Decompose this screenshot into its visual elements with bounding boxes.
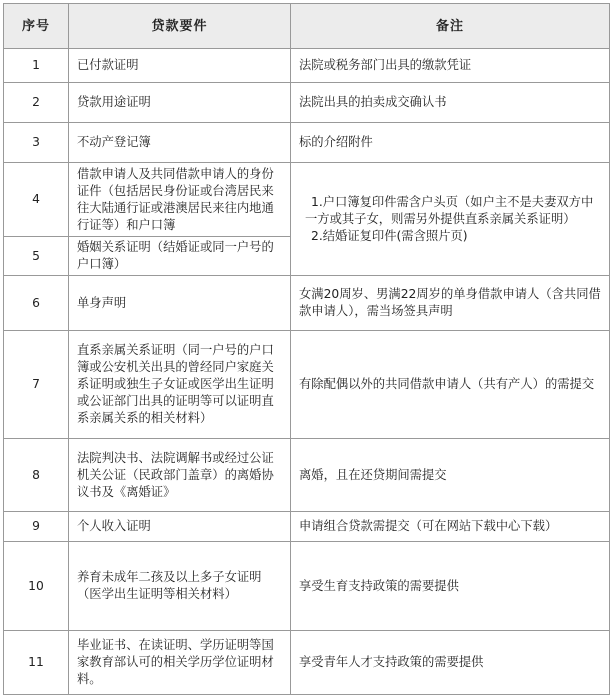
table-row	[4, 163, 610, 237]
requirement-cell: 借款申请人及共同借款申请人的身份证件（包括居民身份证或台湾居民来往大陆通行证或港澳居民来往内地通行证等）和户口簿	[69, 163, 291, 237]
row-number: 7	[4, 331, 69, 439]
table-header-row	[4, 4, 610, 49]
note-cell: 女满20周岁、男满22周岁的单身借款申请人（含共同借款申请人），需当场签具声明	[291, 276, 610, 331]
row-number: 9	[4, 512, 69, 542]
requirement-cell: 法院判决书、法院调解书或经过公证机关公证（民政部门盖章）的离婚协议书及《离婚证》	[69, 439, 291, 512]
row-number: 3	[4, 123, 69, 163]
requirement-cell: 毕业证书、在读证明、学历证明等国家教育部认可的相关学历学位证明材料。	[69, 631, 291, 695]
requirement-cell: 养育未成年二孩及以上多子女证明（医学出生证明等相关材料）	[69, 542, 291, 631]
requirement-cell: 个人收入证明	[69, 512, 291, 542]
row-number: 1	[4, 49, 69, 83]
table-row	[4, 276, 610, 331]
header-requirement: 贷款要件	[69, 4, 291, 49]
note-cell: 申请组合贷款需提交（可在网站下载中心下载）	[291, 512, 610, 542]
table-row	[4, 439, 610, 512]
table-row	[4, 331, 610, 439]
note-cell: 享受青年人才支持政策的需要提供	[291, 631, 610, 695]
header-no: 序号	[4, 4, 69, 49]
table-row	[4, 49, 610, 83]
requirement-cell: 不动产登记簿	[69, 123, 291, 163]
note-item-2: 2.结婚证复印件(需含照片页)	[311, 228, 468, 243]
table-row	[4, 123, 610, 163]
note-cell: 离婚，且在还贷期间需提交	[291, 439, 610, 512]
note-item-1: 1.户口簿复印件需含户头页（如户主不是夫妻双方中一方或其子女，则需另外提供直系亲属关系证明）	[305, 194, 594, 226]
note-cell: 法院出具的拍卖成交确认书	[291, 83, 610, 123]
row-number: 8	[4, 439, 69, 512]
document	[3, 3, 609, 695]
requirement-cell: 单身声明	[69, 276, 291, 331]
table-row	[4, 631, 610, 695]
table-row	[4, 83, 610, 123]
row-number: 11	[4, 631, 69, 695]
table-row	[4, 512, 610, 542]
note-cell: 有除配偶以外的共同借款申请人（共有产人）的需提交	[291, 331, 610, 439]
table-row	[4, 542, 610, 631]
note-cell: 法院或税务部门出具的缴款凭证	[291, 49, 610, 83]
note-cell: 享受生育支持政策的需要提供	[291, 542, 610, 631]
requirement-cell: 婚姻关系证明（结婚证或同一户号的户口簿）	[69, 237, 291, 276]
requirement-cell: 已付款证明	[69, 49, 291, 83]
row-number: 10	[4, 542, 69, 631]
merged-note-cell	[291, 163, 610, 276]
requirement-cell: 直系亲属关系证明（同一户号的户口簿或公安机关出具的曾经同户家庭关系证明或独生子女证或医学出生证明或公证部门出具的证明等可以证明直系亲属关系的相关材料）	[69, 331, 291, 439]
row-number: 5	[4, 237, 69, 276]
requirement-cell: 贷款用途证明	[69, 83, 291, 123]
row-number: 4	[4, 163, 69, 237]
row-number: 6	[4, 276, 69, 331]
loan-requirements-table	[3, 3, 610, 695]
note-cell: 标的介绍附件	[291, 123, 610, 163]
header-note: 备注	[291, 4, 610, 49]
row-number: 2	[4, 83, 69, 123]
